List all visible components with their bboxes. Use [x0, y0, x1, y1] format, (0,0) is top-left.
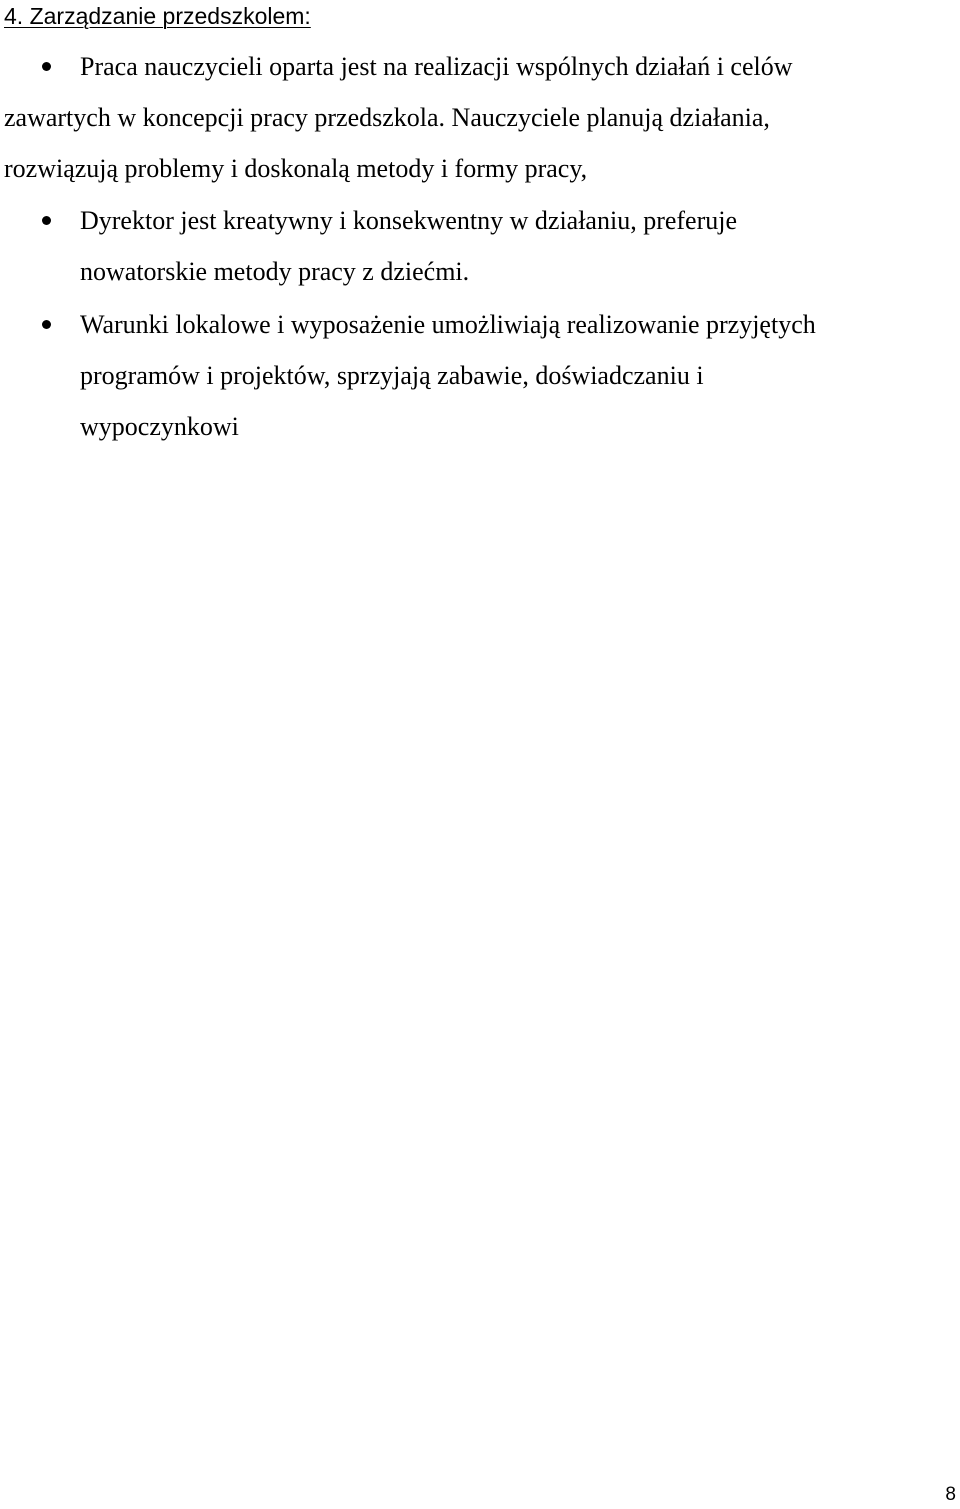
section-heading: 4. Zarządzanie przedszkolem:: [4, 3, 311, 29]
bullet-icon: [42, 62, 51, 71]
bullet-1-line-1: Praca nauczycieli oparta jest na realizacji wspólnych działań i celów: [80, 52, 793, 81]
page-number: 8: [945, 1484, 956, 1505]
bullet-3-line-2: programów i projektów, sprzyjają zabawie, doświadczaniu i: [80, 361, 704, 390]
bullet-3-line-1: Warunki lokalowe i wyposażenie umożliwiają realizowanie przyjętych: [80, 310, 816, 339]
bullet-icon: [42, 216, 51, 225]
bullet-1-line-2: zawartych w koncepcji pracy przedszkola. Nauczyciele planują działania,: [4, 103, 770, 132]
bullet-1-line-3: rozwiązują problemy i doskonalą metody i formy pracy,: [4, 154, 588, 183]
bullet-2-line-2: nowatorskie metody pracy z dziećmi.: [80, 257, 470, 286]
bullet-icon: [42, 320, 51, 329]
bullet-3-line-3: wypoczynkowi: [80, 412, 239, 441]
bullet-2-line-1: Dyrektor jest kreatywny i konsekwentny w działaniu, preferuje: [80, 206, 738, 235]
